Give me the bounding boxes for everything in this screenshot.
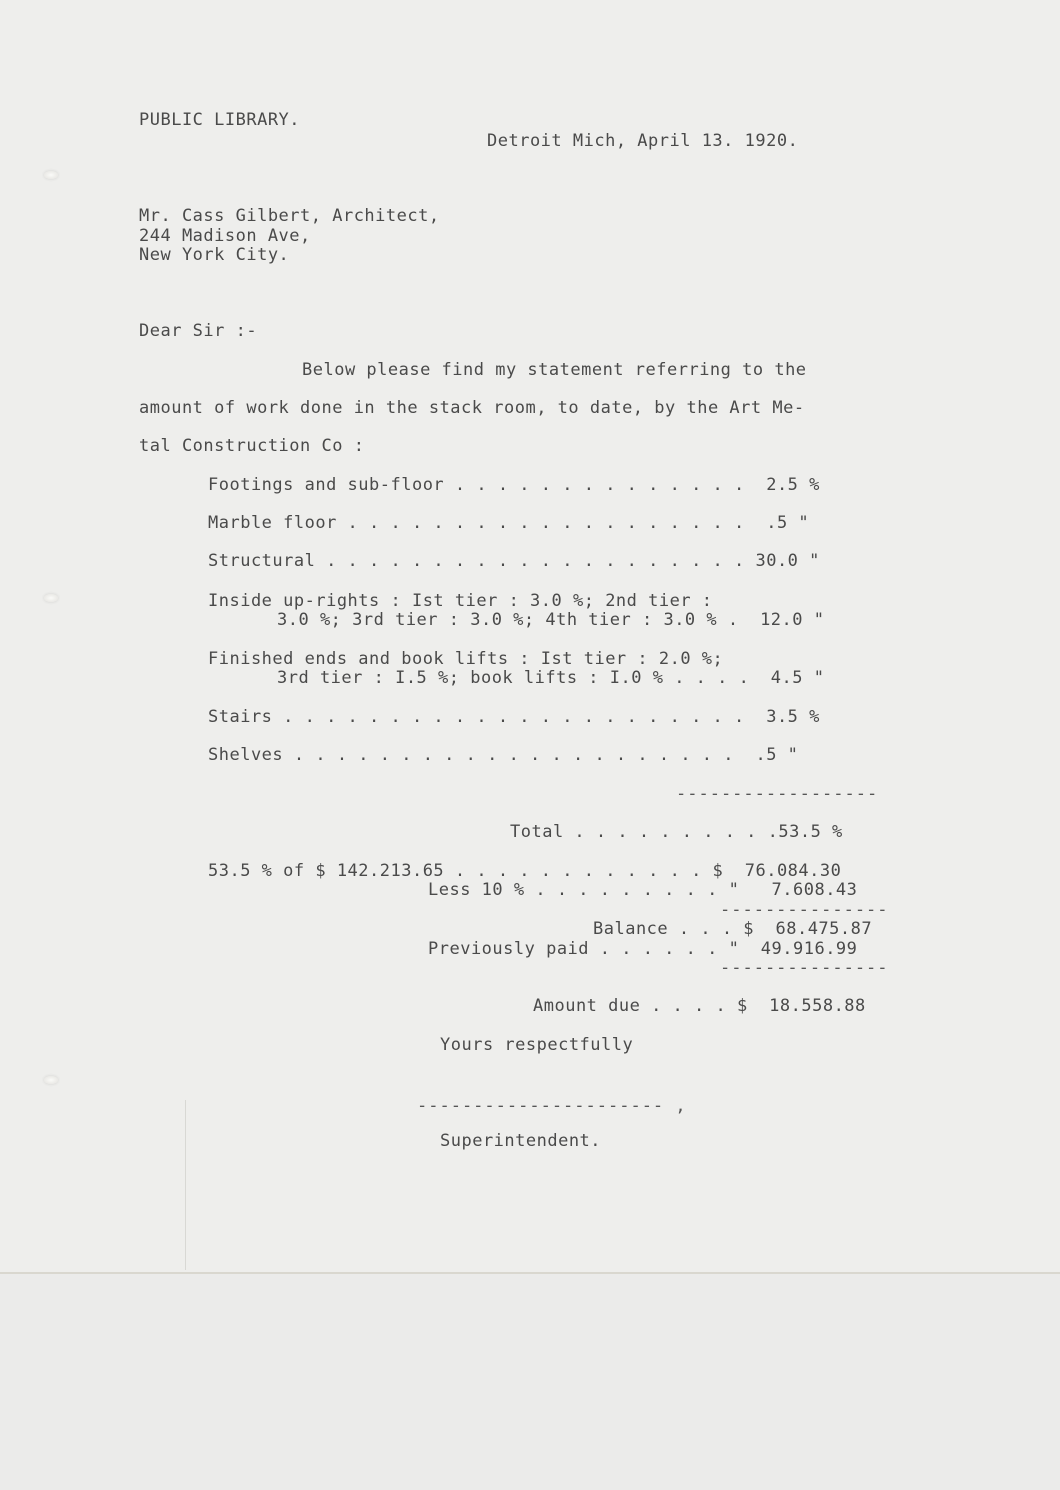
- calc-less: Less 10 % . . . . . . . . . " 7.608.43: [428, 880, 858, 900]
- body-line: amount of work done in the stack room, to date, by the Art Me-: [139, 398, 805, 418]
- address-line: Mr. Cass Gilbert, Architect,: [139, 206, 440, 226]
- punch-hole: [38, 588, 68, 610]
- background-surface: [0, 1274, 1060, 1490]
- body-line: tal Construction Co :: [139, 436, 365, 456]
- item-stairs: Stairs . . . . . . . . . . . . . . . . . . . . . . 3.5 %: [208, 707, 820, 727]
- pencil-mark: [10, 1225, 22, 1260]
- letterhead: PUBLIC LIBRARY.: [139, 110, 301, 130]
- calc-amount-due: Amount due . . . . $ 18.558.88: [533, 996, 866, 1016]
- total-line: Total . . . . . . . . . .53.5 %: [510, 822, 843, 842]
- address-line: New York City.: [139, 245, 290, 265]
- signatory-title: Superintendent.: [440, 1131, 602, 1151]
- calc-rule: ---------------: [720, 958, 889, 978]
- item-shelves: Shelves . . . . . . . . . . . . . . . . . . . . . .5 ": [208, 745, 799, 765]
- address-line: 244 Madison Ave,: [139, 226, 311, 246]
- item-structural: Structural . . . . . . . . . . . . . . . . . . . . 30.0 ": [208, 551, 820, 571]
- signature-line: ---------------------- ,: [417, 1096, 687, 1116]
- salutation: Dear Sir :-: [139, 321, 258, 341]
- punch-hole: [38, 165, 68, 187]
- total-rule: ------------------: [676, 784, 879, 804]
- calc-rule: ---------------: [720, 900, 889, 920]
- item-uprights-cont: 3.0 %; 3rd tier : 3.0 %; 4th tier : 3.0 % . 12.0 ": [277, 610, 825, 630]
- calc-gross: 53.5 % of $ 142.213.65 . . . . . . . . . . . . $ 76.084.30: [208, 861, 842, 881]
- item-marble-floor: Marble floor . . . . . . . . . . . . . . . . . . . .5 ": [208, 513, 810, 533]
- item-uprights: Inside up-rights : Ist tier : 3.0 %; 2nd tier :: [208, 591, 713, 611]
- body-line: Below please find my statement referring to the: [302, 360, 807, 380]
- calc-balance: Balance . . . $ 68.475.87: [593, 919, 873, 939]
- item-footings: Footings and sub-floor . . . . . . . . . . . . . . 2.5 %: [208, 475, 820, 495]
- item-finished-ends-cont: 3rd tier : I.5 %; book lifts : I.0 % . . . . 4.5 ": [277, 668, 825, 688]
- punch-hole: [38, 1070, 68, 1092]
- closing: Yours respectfully: [440, 1035, 634, 1055]
- item-finished-ends: Finished ends and book lifts : Ist tier : 2.0 %;: [208, 649, 724, 669]
- calc-previously-paid: Previously paid . . . . . . " 49.916.99: [428, 939, 858, 959]
- place-date: Detroit Mich, April 13. 1920.: [487, 131, 799, 151]
